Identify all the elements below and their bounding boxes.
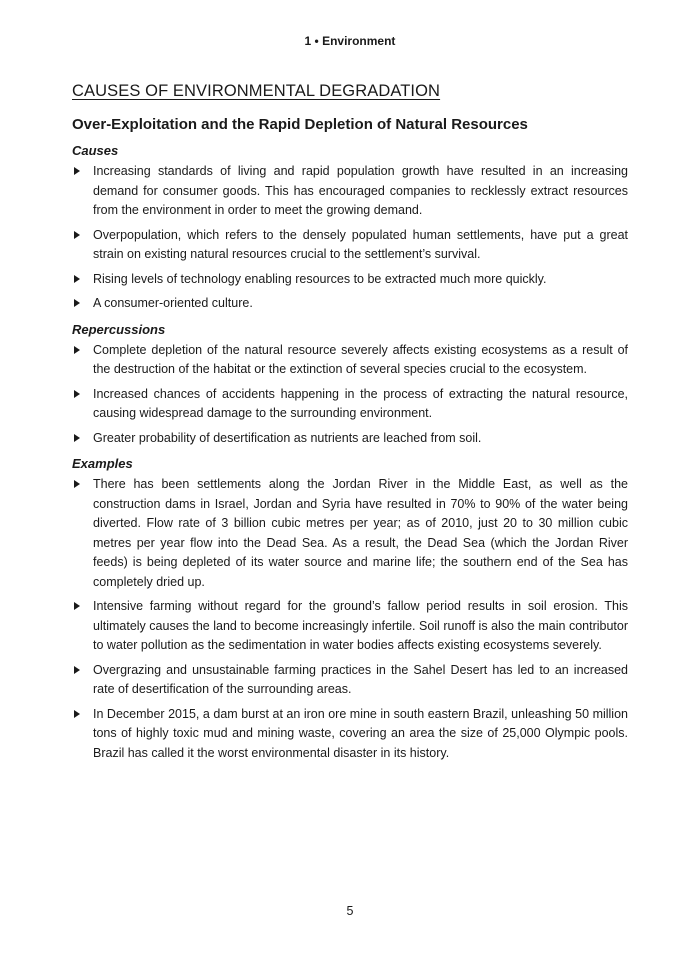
triangle-right-icon [74,346,80,354]
list-item [72,597,628,656]
list-item-text: Intensive farming without regard for the ground’s fallow period results in soil erosion. This ultimately causes the land to become increasingly infertile. Soil runoff is also the main contributor to water pollution as the sedimentation in water bodies affects existing ecosystems severely. [93,599,628,652]
list-item [72,385,628,424]
list-item [72,429,628,449]
triangle-right-icon [74,167,80,175]
causes-heading: Causes [72,143,119,158]
list-item-text: In December 2015, a dam burst at an iron ore mine in south eastern Brazil, unleashing 50 million tons of highly toxic mud and mining waste, covering an area the size of 25,000 Olympic pools. Brazil has called it the worst environmental disaster in its history. [93,706,628,760]
list-item [72,294,628,314]
running-header: 1 • Environment [304,34,396,48]
list-item [72,226,628,265]
chapter-title: CAUSES OF ENVIRONMENTAL DEGRADATION [72,82,441,100]
triangle-right-icon [74,434,80,442]
list-item-text: Increased chances of accidents happening in the process of extracting the natural resource, causing widespread damage to the surrounding environment. [93,386,628,420]
list-item [72,661,628,700]
list-item-text: Complete depletion of the natural resource severely affects existing ecosystems as a result of the destruction of the habitat or the extinction of several species crucial to the ecosystem. [93,342,628,376]
triangle-right-icon [74,480,80,488]
triangle-right-icon [74,275,80,283]
examples-list [72,475,628,763]
list-item-text: A consumer-oriented culture. [93,296,253,310]
list-item-text: Rising levels of technology enabling resources to be extracted much more quickly. [93,271,547,286]
triangle-right-icon [74,390,80,398]
list-item [72,270,628,290]
repercussions-list [72,341,628,449]
causes-list [72,162,628,314]
page-content [72,82,628,768]
triangle-right-icon [74,666,80,674]
triangle-right-icon [74,299,80,307]
list-item [72,475,628,592]
triangle-right-icon [74,231,80,239]
list-item-text: There has been settlements along the Jordan River in the Middle East, as well as the construction dams in Israel, Jordan and Syria have resulted in 70% to 90% of the water being diverted. Flow rate of 3 billion cubic metres per year; as of 2010, just 20 to 30 million cubic metres per year flow into the Dead Sea. As a result, the Dead Sea (which the Jordan River feeds) is being depleted of its water source and marine life; the southern end of the Sea has completely dried up. [93,477,628,589]
page-number: 5 [346,904,354,918]
repercussions-heading: Repercussions [72,321,166,337]
section-title: Over-Exploitation and the Rapid Depletion of Natural Resources [72,116,528,133]
list-item [72,705,628,764]
list-item [72,162,628,221]
triangle-right-icon [74,602,80,610]
list-item-text: Overpopulation, which refers to the densely populated human settlements, have put a great strain on existing natural resources crucial to the settlement’s survival. [93,227,628,261]
list-item-text: Overgrazing and unsustainable farming practices in the Sahel Desert has led to an increased rate of desertification of the surrounding areas. [93,662,628,696]
list-item-text: Greater probability of desertification as nutrients are leached from soil. [93,430,482,445]
examples-heading: Examples [72,456,133,471]
list-item [72,341,628,380]
triangle-right-icon [74,710,80,718]
list-item-text: Increasing standards of living and rapid population growth have resulted in an increasing demand for consumer goods. This has encouraged companies to recklessly extract resources from the environment in order to meet the growing demand. [93,164,628,217]
